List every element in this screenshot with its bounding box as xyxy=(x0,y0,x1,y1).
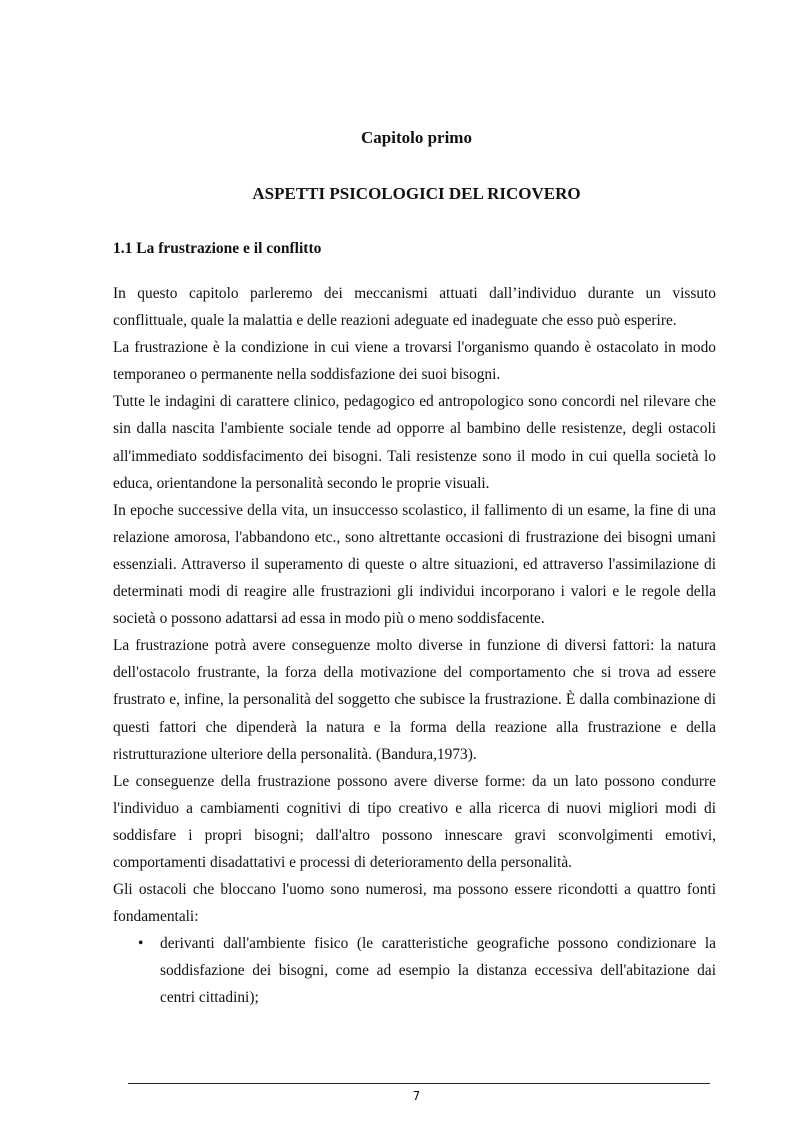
list-item xyxy=(138,930,716,1011)
bullet-icon: • xyxy=(138,935,144,953)
paragraph-consequences-factors: La frustrazione potrà avere conseguenze molto diverse in funzione di diversi fattori: la natura dell'ostacolo frustrante, la forza della motivazione del comportamento che si trova ad essere frustrato e, infine, la personalità del soggetto che subisce la frustrazione. È dalla combinazione di questi fattori che dipenderà la natura e la forma della reazione alla frustrazione e della ristrutturazione ulteriore della personalità. (Bandura,1973). xyxy=(113,637,716,763)
chapter-title: ASPETTI PSICOLOGICI DEL RICOVERO xyxy=(252,184,581,203)
paragraph-life-epochs: In epoche successive della vita, un insuccesso scolastico, il fallimento di un esame, la fine di una relazione amorosa, l'abbandono etc., sono altrettante occasioni di frustrazione dei bisogni umani essenziali. Attraverso il superamento di queste o altre situazioni, ed attraverso l'assimilazione di determinati modi di reagire alle frustrazioni gli individui incorporano i valori e le regole della società o possono adattarsi ad essa in modo più o meno soddisfacente. xyxy=(113,501,716,628)
list-item-text: derivanti dall'ambiente fisico (le caratteristiche geografiche possono condizionare la soddisfazione dei bisogni, come ad esempio la distanza eccessiva dell'abitazione dai centri cittadini); xyxy=(160,935,716,1007)
section-heading: 1.1 La frustrazione e il conflitto xyxy=(113,240,322,257)
obstacle-sources-list xyxy=(113,930,716,1011)
footer-divider xyxy=(128,1083,710,1084)
page-number: 7 xyxy=(412,1089,421,1103)
paragraph-clinical-studies: Tutte le indagini di carattere clinico, pedagogico ed antropologico sono concordi nel rilevare che sin dalla nascita l'ambiente sociale tende ad opporre al bambino delle resistenze, degli ostacoli all'immediato soddisfacimento dei bisogni. Tali resistenze sono il modo in cui quella società lo educa, orientandone la personalità secondo le proprie visuali. xyxy=(113,393,716,492)
chapter-label: Capitolo primo xyxy=(361,128,472,147)
paragraph-obstacles: Gli ostacoli che bloccano l'uomo sono numerosi, ma possono essere ricondotti a quattro fonti fondamentali: xyxy=(113,881,716,926)
paragraph-consequences-forms: Le conseguenze della frustrazione possono avere diverse forme: da un lato possono condurre l'individuo a cambiamenti cognitivi di tipo creativo e alla ricerca di nuovi migliori modi di soddisfare i propri bisogni; dall'altro possono innescare gravi sconvolgimenti emotivi, comportamenti disadattativi e processi di deterioramento della personalità. xyxy=(113,772,716,871)
paragraph-frustration-definition: La frustrazione è la condizione in cui viene a trovarsi l'organismo quando è ostacolato in modo temporaneo o permanente nella soddisfazione dei suoi bisogni. xyxy=(113,339,716,384)
body-text xyxy=(113,280,716,1012)
paragraph-intro: In questo capitolo parleremo dei meccanismi attuati dall’individuo durante un vissuto conflittuale, quale la malattia e delle reazioni adeguate ed inadeguate che esso può esperire. xyxy=(113,285,716,330)
